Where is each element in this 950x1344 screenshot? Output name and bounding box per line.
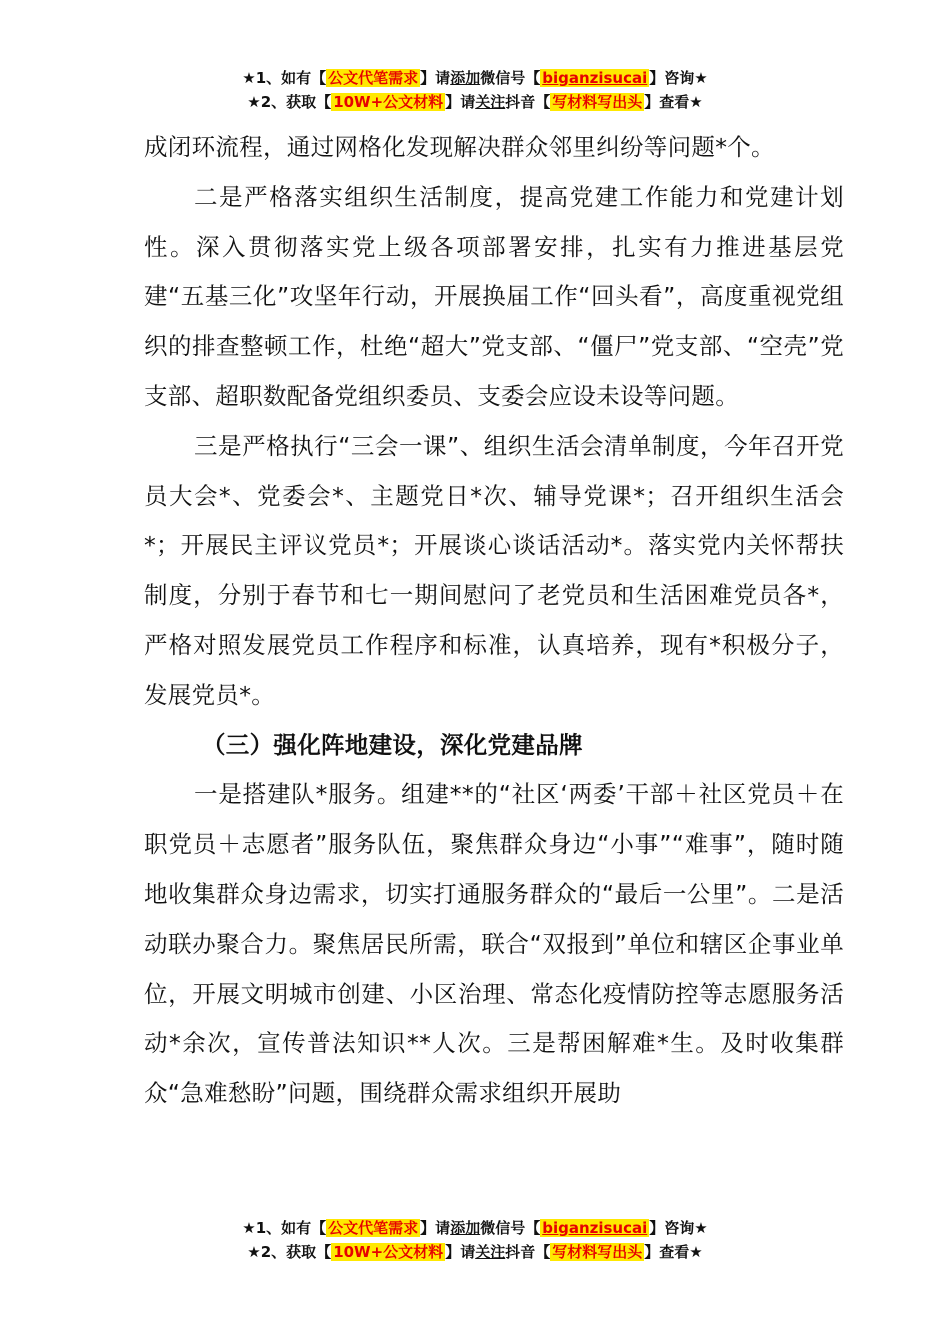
banner-text: 】请 <box>445 1243 476 1261</box>
banner-text: ★2、获取【 <box>247 1243 332 1261</box>
banner-text: 微信号【 <box>480 69 541 87</box>
banner-text: ★2、获取【 <box>247 93 332 111</box>
highlight-service: 公文代笔需求 <box>328 1219 419 1237</box>
banner-text: 抖音【 <box>505 93 551 111</box>
banner-text: ★1、如有【 <box>242 1219 327 1237</box>
paragraph: 二是严格落实组织生活制度，提高党建工作能力和党建计划性。深入贯彻落实党上级各项部署安排，扎实有力推进基层党建“五基三化”攻坚年行动，开展换届工作“回头看”，高度重视党组织的排查整顿工作，杜绝“超大”党支部、“僵尸”党支部、“空壳”党支部、超职数配备党组织委员、支委会应设未设等问题。 <box>144 182 844 410</box>
header-banner <box>0 66 950 114</box>
banner-text: 】请 <box>420 69 451 87</box>
highlight-douyin: 写材料写出头 <box>552 93 643 111</box>
section-heading: （三）强化阵地建设，深化党建品牌 <box>202 730 583 759</box>
banner-text: 】请 <box>420 1219 451 1237</box>
banner-underlined-text: 关注 <box>475 1243 506 1261</box>
paragraph: 一是搭建队*服务。组建**的“社区‘两委’干部＋社区党员＋在职党员＋志愿者”服务队伍，聚焦群众身边“小事”“难事”，随时随地收集群众身边需求，切实打通服务群众的“最后一公里”。二是活动联办聚合力。聚焦居民所需，联合“双报到”单位和辖区企事业单位，开展文明城市创建、小区治理、常态化疫情防控等志愿服务活动*余次，宣传普法知识**人次。三是帮困解难*生。及时收集群众“急难愁盼”问题，围绕群众需求组织开展助 <box>144 780 844 1108</box>
highlight-wechat-id: biganzisucai <box>542 69 648 87</box>
banner-text: 】咨询★ <box>649 69 708 87</box>
banner-text: 】请 <box>445 93 476 111</box>
banner-line-2 <box>0 90 950 114</box>
banner-line-2 <box>0 1240 950 1264</box>
banner-text: 】咨询★ <box>649 1219 708 1237</box>
paragraph: 三是严格执行“三会一课”、组织生活会清单制度，今年召开党员大会*、党委会*、主题党日*次、辅导党课*；召开组织生活会*；开展民主评议党员*；开展谈心谈话活动*。落实党内关怀帮扶制度，分别于春节和七一期间慰问了老党员和生活困难党员各*，严格对照发展党员工作程序和标准，认真培养，现有*积极分子，发展党员*。 <box>144 431 844 709</box>
banner-underlined-text: 添加 <box>450 69 481 87</box>
highlight-wechat-id: biganzisucai <box>542 1219 648 1237</box>
highlight-materials: 10W+公文材料 <box>333 93 444 111</box>
banner-text: 抖音【 <box>505 1243 551 1261</box>
banner-text: ★1、如有【 <box>242 69 327 87</box>
banner-underlined-text: 添加 <box>450 1219 481 1237</box>
banner-line-1 <box>0 1216 950 1240</box>
banner-underlined-text: 关注 <box>475 93 506 111</box>
banner-text: 】查看★ <box>644 1243 703 1261</box>
banner-text: 微信号【 <box>480 1219 541 1237</box>
paragraph: 成闭环流程，通过网格化发现解决群众邻里纠纷等问题*个。 <box>144 133 775 161</box>
banner-text: 】查看★ <box>644 93 703 111</box>
banner-line-1 <box>0 66 950 90</box>
highlight-douyin: 写材料写出头 <box>552 1243 643 1261</box>
document-body <box>144 123 844 1119</box>
footer-banner <box>0 1216 950 1264</box>
highlight-service: 公文代笔需求 <box>328 69 419 87</box>
highlight-materials: 10W+公文材料 <box>333 1243 444 1261</box>
